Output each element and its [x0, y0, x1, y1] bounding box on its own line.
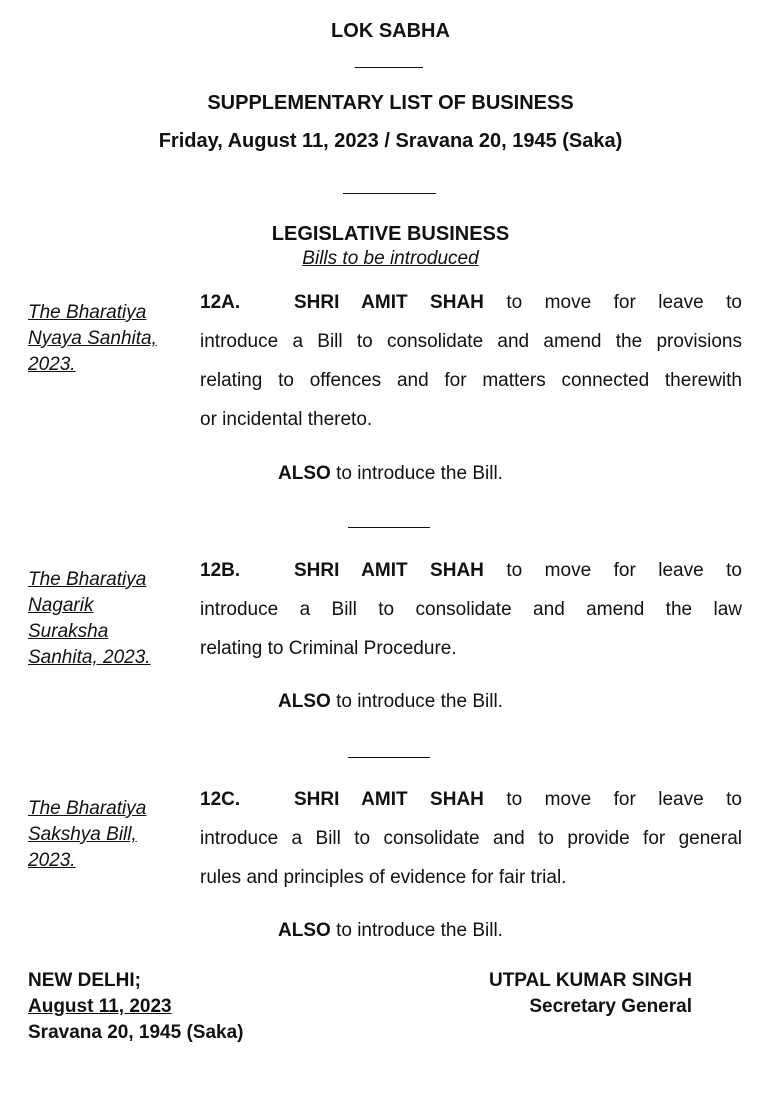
footer-place: NEW DELHI; — [28, 970, 141, 991]
signatory-title: Secretary General — [529, 996, 692, 1017]
section-heading: LEGISLATIVE BUSINESS — [271, 223, 510, 245]
bill-title-12c: The Bharatiya Sakshya Bill, 2023. — [28, 798, 147, 871]
section-subheading: Bills to be introduced — [302, 248, 479, 269]
document-subtitle: SUPPLEMENTARY LIST OF BUSINESS — [207, 92, 574, 114]
item-divider-2 — [348, 757, 430, 758]
mover-name: SHRI AMIT SHAH — [294, 292, 484, 313]
footer-date: August 11, 2023 — [28, 996, 172, 1017]
footer-place-date — [28, 968, 244, 1046]
footer-saka-date: Sravana 20, 1945 (Saka) — [28, 1022, 244, 1043]
bill-title-12a: The Bharatiya Nyaya Sanhita, 2023. — [28, 302, 157, 375]
item-number: 12A. — [200, 292, 241, 313]
business-item-12b: 12B. SHRI AMIT SHAH to move for leave to introduce a Bill to consolidate and amend the law relating to Criminal Procedure. — [200, 551, 742, 668]
also-introduce-12b: ALSO to introduce the Bill. — [278, 691, 503, 712]
item-divider-1 — [348, 527, 430, 528]
mover-name: SHRI AMIT SHAH — [294, 789, 484, 810]
signature-block — [440, 968, 692, 1020]
document-title: LOK SABHA — [331, 20, 450, 42]
signatory-name: UTPAL KUMAR SINGH — [488, 970, 692, 991]
date-divider — [343, 193, 436, 194]
mover-name: SHRI AMIT SHAH — [294, 560, 484, 581]
business-item-12c: 12C. SHRI AMIT SHAH to move for leave to introduce a Bill to consolidate and to provide for general rules and principles of evidence for fair trial. — [200, 780, 742, 897]
also-introduce-12a: ALSO to introduce the Bill. — [278, 463, 503, 484]
title-divider — [355, 67, 423, 68]
sitting-date: Friday, August 11, 2023 / Sravana 20, 1945 (Saka) — [158, 130, 623, 152]
bill-title-12b: The Bharatiya Nagarik Suraksha Sanhita, 2023. — [28, 569, 151, 668]
business-item-12a: 12A. SHRI AMIT SHAH to move for leave to introduce a Bill to consolidate and amend the provisions relating to offences and for matters connected therewith or incidental thereto. — [200, 283, 742, 439]
item-number: 12B. — [200, 560, 241, 581]
also-introduce-12c: ALSO to introduce the Bill. — [278, 920, 503, 941]
item-number: 12C. — [200, 789, 241, 810]
